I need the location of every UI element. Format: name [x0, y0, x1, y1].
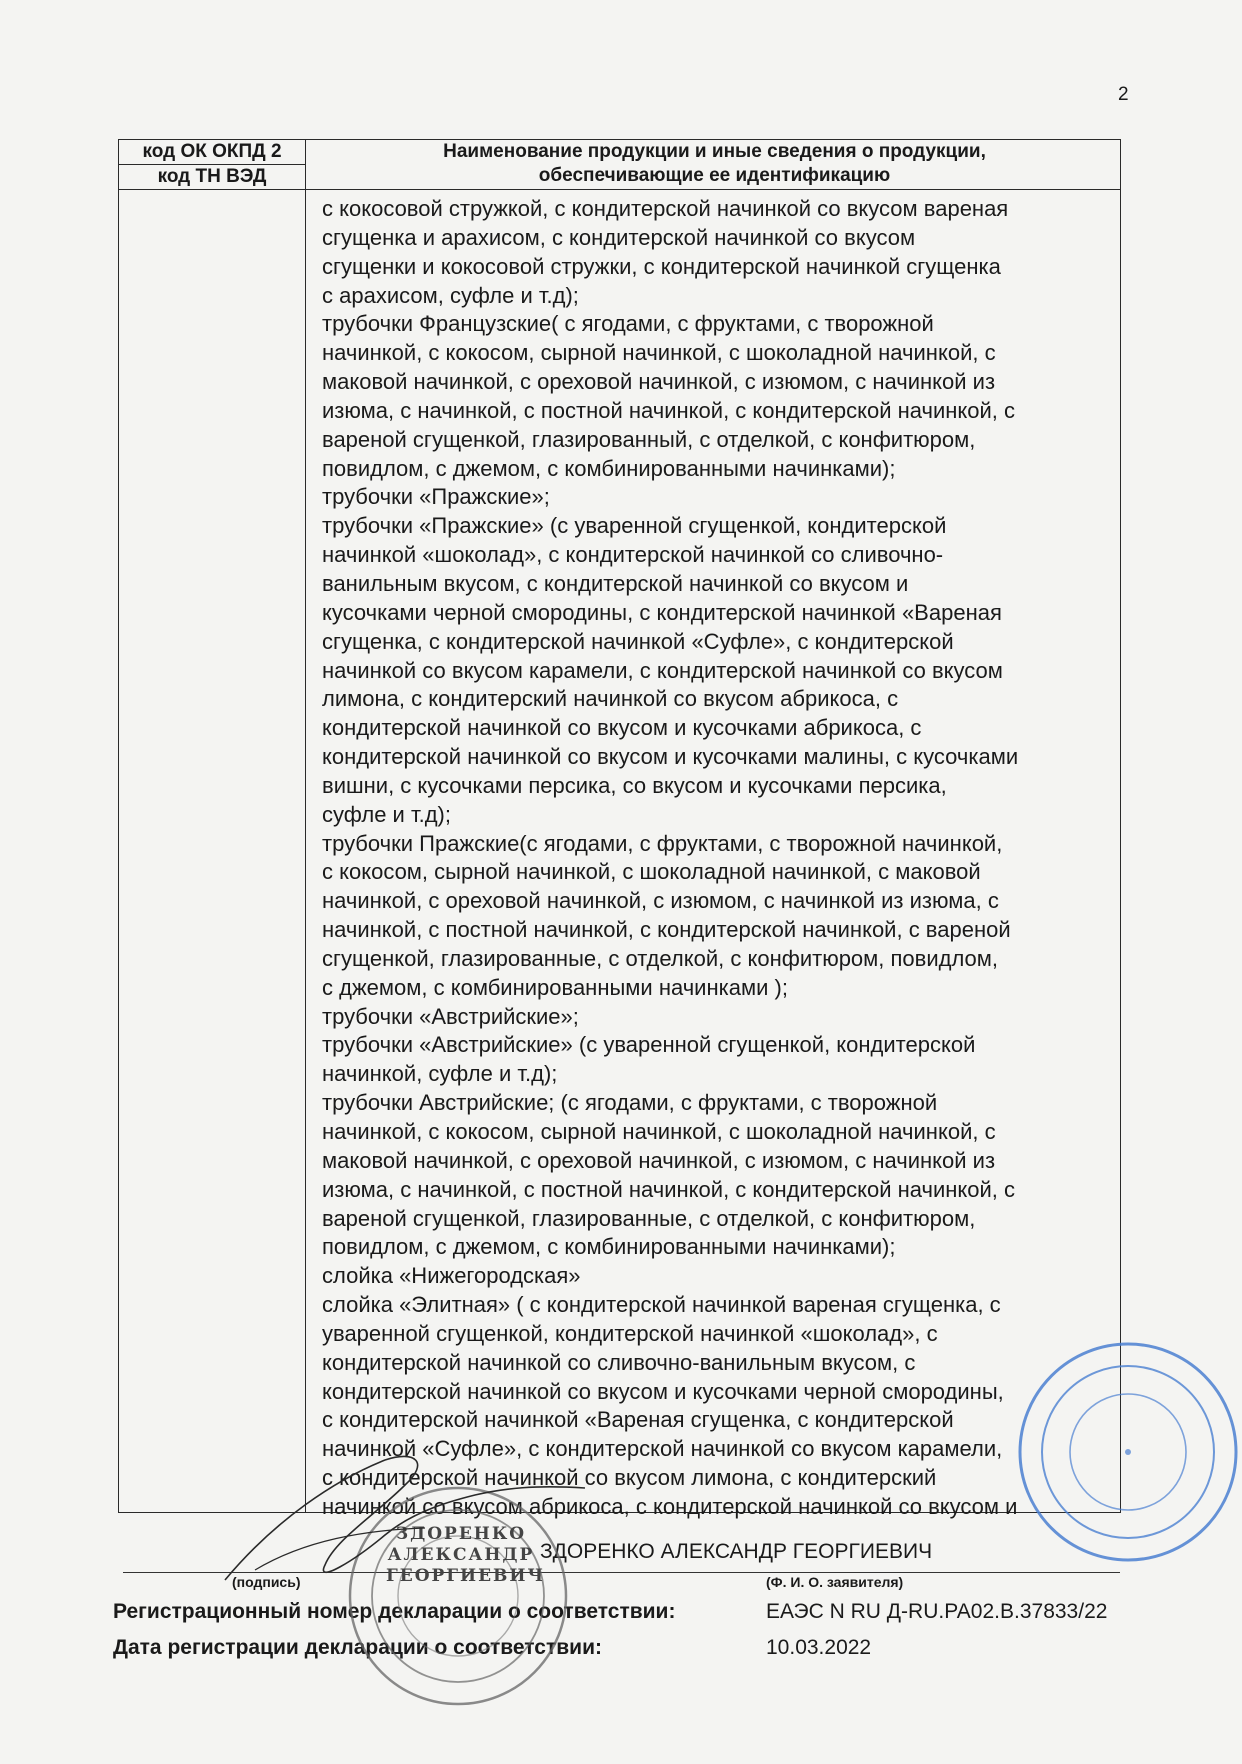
- product-line: изюма, с начинкой, с постной начинкой, с кондитерской начинкой, с: [322, 1176, 1016, 1202]
- signature-caption: (подпись): [232, 1574, 301, 1590]
- product-line: трубочки «Австрийские» (с уваренной сгущенкой, кондитерской: [322, 1032, 976, 1058]
- product-line: с кондитерской начинкой «Вареная сгущенка, с кондитерской: [322, 1407, 954, 1433]
- product-line: повидлом, с джемом, с комбинированными начинками);: [322, 1234, 896, 1260]
- registration-number-value: ЕАЭС N RU Д-RU.РА02.В.37833/22: [766, 1600, 1108, 1623]
- product-line: трубочки Французские( с ягодами, с фруктами, с творожной: [322, 311, 934, 337]
- product-line: кондитерской начинкой со сливочно-ванильным вкусом, с: [322, 1349, 916, 1375]
- applicant-name: ЗДОРЕНКО АЛЕКСАНДР ГЕОРГИЕВИЧ: [540, 1540, 933, 1563]
- product-description: [322, 195, 1122, 1522]
- registration-date-label: Дата регистрации декларации о соответствии:: [113, 1636, 602, 1659]
- column-divider: [305, 140, 306, 1512]
- product-line: сгущенкой, глазированные, с отделкой, с конфитюром, повидлом,: [322, 945, 999, 971]
- product-line: с арахисом, суфле и т.д);: [322, 282, 579, 308]
- product-line: начинкой, с постной начинкой, с кондитерской начинкой, с вареной: [322, 917, 1011, 943]
- product-line: кондитерской начинкой со вкусом и кусочками малины, с кусочками: [322, 744, 1019, 770]
- product-line: лимона, с кондитерский начинкой со вкусом абрикоса, с: [322, 686, 899, 712]
- product-line: трубочки «Пражские»;: [322, 484, 550, 510]
- product-line: слойка «Элитная» ( с кондитерской начинкой вареная сгущенка, с: [322, 1292, 1001, 1318]
- signature-line: [123, 1572, 545, 1573]
- product-line: суфле и т.д);: [322, 801, 451, 827]
- product-line: с кокосовой стружкой, с кондитерской начинкой со вкусом вареная: [322, 196, 1009, 221]
- product-line: с кокосом, сырной начинкой, с шоколадной начинкой, с маковой: [322, 859, 981, 885]
- product-line: трубочки «Австрийские»;: [322, 1003, 579, 1029]
- product-line: сгущенка, с кондитерской начинкой «Суфле», с кондитерской: [322, 628, 954, 654]
- fio-line: [540, 1572, 1120, 1573]
- product-line: вареной сгущенкой, глазированные, с отделкой, с конфитюром,: [322, 1205, 976, 1231]
- product-line: с джемом, с комбинированными начинками );: [322, 974, 788, 1000]
- product-line: трубочки «Пражские» (с уваренной сгущенкой, кондитерской: [322, 513, 947, 539]
- product-line: начинкой, с кокосом, сырной начинкой, с шоколадной начинкой, с: [322, 1119, 996, 1144]
- product-line: кондитерской начинкой со вкусом и кусочками черной смородины,: [322, 1378, 1004, 1404]
- product-line: начинкой, с кокосом, сырной начинкой, с шоколадной начинкой, с: [322, 340, 996, 366]
- product-line: вишни, с кусочками персика, со вкусом и кусочками персика,: [322, 772, 947, 798]
- product-line: сгущенки и кокосовой стружки, с кондитерской начинкой сгущенка: [322, 253, 1001, 279]
- header-product-name: Наименование продукции и иные сведения о продукции,: [443, 141, 986, 162]
- product-line: начинкой «шоколад», с кондитерской начинкой со сливочно-: [322, 542, 944, 568]
- header-okpd-code: код ОК ОКПД 2: [142, 141, 282, 162]
- product-line: ванильным вкусом, с кондитерской начинкой со вкусом и: [322, 570, 909, 596]
- fio-caption: (Ф. И. О. заявителя): [766, 1574, 904, 1590]
- product-line: начинкой со вкусом абрикоса, с кондитерской начинкой со вкусом и: [322, 1493, 1018, 1519]
- product-line: трубочки Пражские(с ягодами, с фруктами, с творожной начинкой,: [322, 830, 1003, 856]
- product-line: кусочками черной смородины, с кондитерской начинкой «Вареная: [322, 599, 1002, 625]
- seal-stamp-name: ЗДОРЕНКО АЛЕКСАНДР ГЕОРГИЕВИЧ: [386, 1524, 545, 1586]
- product-line: начинкой, суфле и т.д);: [322, 1061, 558, 1087]
- product-line: повидлом, с джемом, с комбинированными начинками);: [322, 455, 896, 481]
- product-line: изюма, с начинкой, с постной начинкой, с кондитерской начинкой, с: [322, 397, 1016, 423]
- product-line: начинкой со вкусом карамели, с кондитерской начинкой со вкусом: [322, 657, 1003, 683]
- header-divider: [119, 189, 1120, 190]
- header-tnved-code: код ТН ВЭД: [157, 166, 267, 187]
- declaration-table: [118, 139, 1121, 1519]
- product-line: сгущенка и арахисом, с кондитерской начинкой со вкусом: [322, 224, 916, 250]
- header-product-identification: обеспечивающие ее идентификацию: [538, 165, 891, 186]
- product-line: уваренной сгущенкой, кондитерской начинкой «шоколад», с: [322, 1320, 938, 1346]
- registration-date-value: 10.03.2022: [766, 1636, 872, 1659]
- product-line: начинкой «Суфле», с кондитерской начинкой со вкусом карамели,: [322, 1436, 1003, 1462]
- product-line: с кондитерской начинкой со вкусом лимона, с кондитерский: [322, 1465, 937, 1491]
- product-line: трубочки Австрийские; (с ягодами, с фруктами, с творожной: [322, 1090, 938, 1116]
- product-line: маковой начинкой, с ореховой начинкой, с изюмом, с начинкой из: [322, 1147, 996, 1173]
- product-line: кондитерской начинкой со вкусом и кусочками абрикоса, с: [322, 715, 922, 741]
- product-line: начинкой, с ореховой начинкой, с изюмом, с начинкой из изюма, с: [322, 888, 999, 914]
- product-line: вареной сгущенкой, глазированный, с отделкой, с конфитюром,: [322, 426, 976, 452]
- registration-number-label: Регистрационный номер декларации о соответствии:: [113, 1600, 676, 1623]
- product-line: слойка «Нижегородская»: [322, 1263, 581, 1289]
- page-number: 2: [1118, 84, 1129, 105]
- product-line: маковой начинкой, с ореховой начинкой, с изюмом, с начинкой из: [322, 369, 996, 395]
